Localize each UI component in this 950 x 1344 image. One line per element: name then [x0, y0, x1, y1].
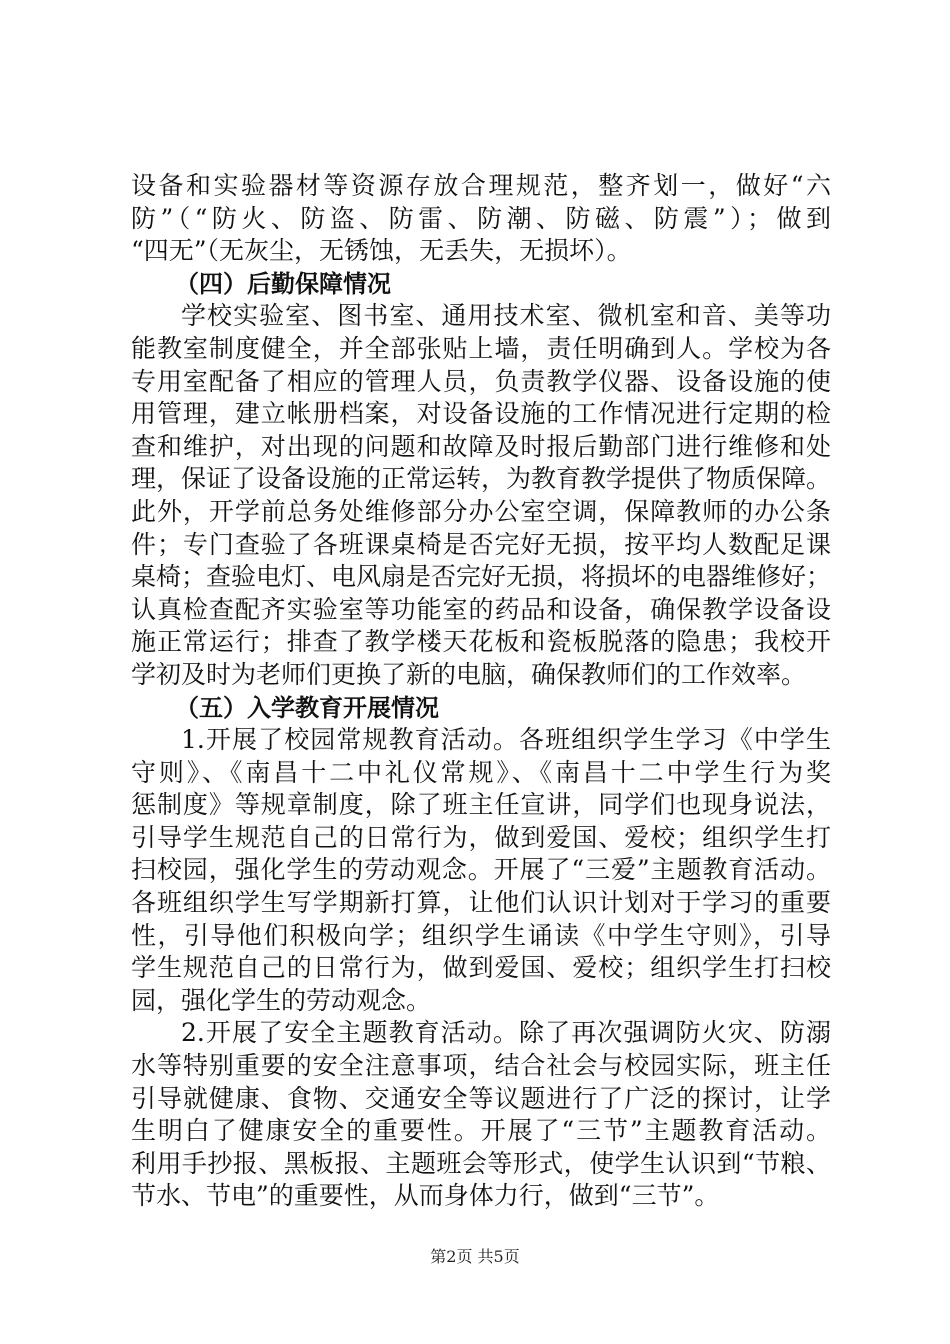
text-line: 用管理，建立帐册档案，对设备设施的工作情况进行定期的检: [131, 399, 831, 429]
text-line: 件；专门查验了各班课桌椅是否完好无损，按平均人数配足课: [131, 529, 831, 559]
section-heading: （四）后勤保障情况: [175, 269, 391, 298]
text-line: 学生规范自己的日常行为，做到爱国、爱校；组织学生打扫校: [131, 953, 831, 983]
text-line: 扫校园，强化学生的劳动观念。开展了“三爱”主题教育活动。: [131, 855, 831, 885]
text-line: 守则》、《南昌十二中礼仪常规》、《南昌十二中学生行为奖: [131, 757, 831, 787]
paragraph: [131, 170, 831, 268]
text-line: 查和维护，对出现的问题和故障及时报后勤部门进行维修和处: [131, 431, 831, 461]
paragraph: [131, 724, 831, 1017]
text-line: 设备和实验器材等资源存放合理规范，整齐划一，做好“六: [131, 171, 831, 200]
text-line: “四无”（无灰尘，无锈蚀，无丢失，无损坏）。: [131, 236, 632, 266]
section-heading: （五）入学教育开展情况: [175, 693, 439, 722]
text-line: 能教室制度健全，并全部张贴上墙，责任明确到人。学校为各: [131, 333, 831, 363]
text-line: 引导学生规范自己的日常行为，做到爱国、爱校；组织学生打: [131, 822, 831, 852]
text-line: 利用手抄报、黑板报、主题班会等形式，使学生认识到“节粮、: [131, 1148, 831, 1178]
text-line: 桌椅；查验电灯、电风扇是否完好无损，将损坏的电器维修好；: [131, 562, 832, 592]
paragraph: [131, 300, 831, 691]
text-line: 施正常运行；排查了教学楼天花板和瓷板脱落的隐患；我校开: [131, 627, 831, 657]
text-line: 2.开展了安全主题教育活动。除了再次强调防火灾、防溺: [181, 1018, 831, 1048]
page-footer: 第2页 共5页: [430, 1247, 520, 1266]
text-line: 各班组织学生写学期新打算，让他们认识计划对于学习的重要: [131, 888, 831, 918]
text-line: 1.开展了校园常规教育活动。各班组织学生学习《中学生: [181, 725, 831, 755]
text-line: 专用室配备了相应的管理人员，负责教学仪器、设备设施的使: [131, 366, 831, 396]
text-line: 理，保证了设备设施的正常运转，为教育教学提供了物质保障。: [131, 464, 832, 494]
text-line: 园，强化学生的劳动观念。: [131, 985, 432, 1015]
text-line: 认真检查配齐实验室等功能室的药品和设备，确保教学设备设: [131, 594, 831, 624]
text-line: 性，引导他们积极向学；组织学生诵读《中学生守则》，引导: [131, 920, 831, 950]
text-line: 学校实验室、图书室、通用技术室、微机室和音、美等功: [181, 301, 831, 331]
text-line: 节水、节电”的重要性，从而身体力行，做到“三节”。: [131, 1181, 720, 1211]
text-line: 引导就健康、食物、交通安全等议题进行了广泛的探讨，让学: [131, 1083, 831, 1113]
text-line: 学初及时为老师们更换了新的电脑，确保教师们的工作效率。: [131, 659, 807, 689]
text-line: 惩制度》等规章制度，除了班主任宣讲，同学们也现身说法，: [131, 790, 831, 820]
text-line: 生明白了健康安全的重要性。开展了“三节”主题教育活动。: [131, 1116, 831, 1146]
paragraph: [131, 1017, 831, 1213]
document-body: [131, 170, 831, 1213]
text-line: 水等特别重要的安全注意事项，结合社会与校园实际，班主任: [131, 1051, 831, 1081]
text-line: 此外，开学前总务处维修部分办公室空调，保障教师的办公条: [131, 496, 831, 526]
text-line: 防”（“防火、防盗、防雷、防潮、防磁、防震”）；做到: [131, 203, 831, 233]
